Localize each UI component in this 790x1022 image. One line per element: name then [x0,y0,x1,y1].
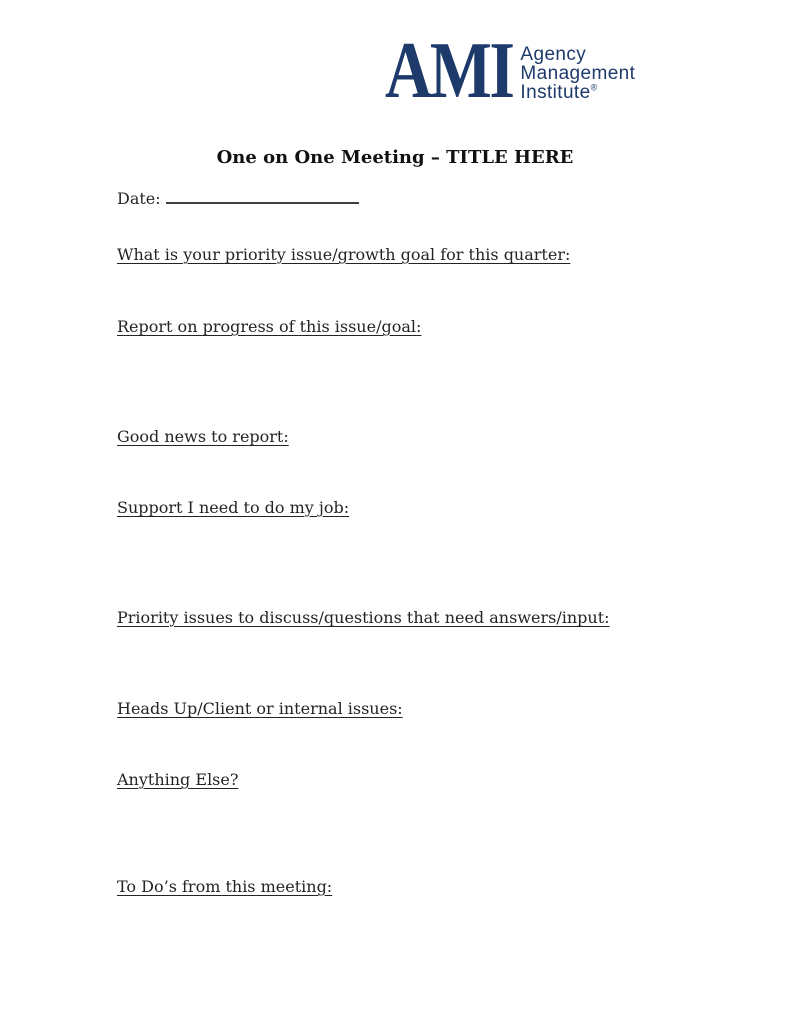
ami-tagline-line-2: Management [520,63,636,84]
page-title: One on One Meeting – TITLE HERE [216,147,574,168]
date-fill-in-line[interactable] [166,189,359,204]
section-heading-progress-report: Report on progress of this issue/goal: [117,317,422,336]
ami-logo [385,27,636,115]
registered-trademark-symbol: ® [590,82,598,93]
date-label: Date: [117,189,161,208]
section-heading-todos: To Do’s from this meeting: [117,877,333,896]
section-heading-support-needed: Support I need to do my job: [117,498,350,517]
ami-tagline-line-3: Institute [520,82,591,103]
section-heading-anything-else: Anything Else? [117,770,239,789]
date-row [117,189,359,208]
section-heading-priority-goal: What is your priority issue/growth goal for this quarter: [117,245,571,264]
ami-monogram: AMI [385,27,513,115]
ami-tagline-line-1: Agency [520,44,587,65]
ami-tagline [520,34,635,102]
section-heading-priority-issues: Priority issues to discuss/questions that need answers/input: [117,608,610,627]
section-heading-good-news: Good news to report: [117,427,289,446]
section-heading-heads-up: Heads Up/Client or internal issues: [117,699,403,718]
